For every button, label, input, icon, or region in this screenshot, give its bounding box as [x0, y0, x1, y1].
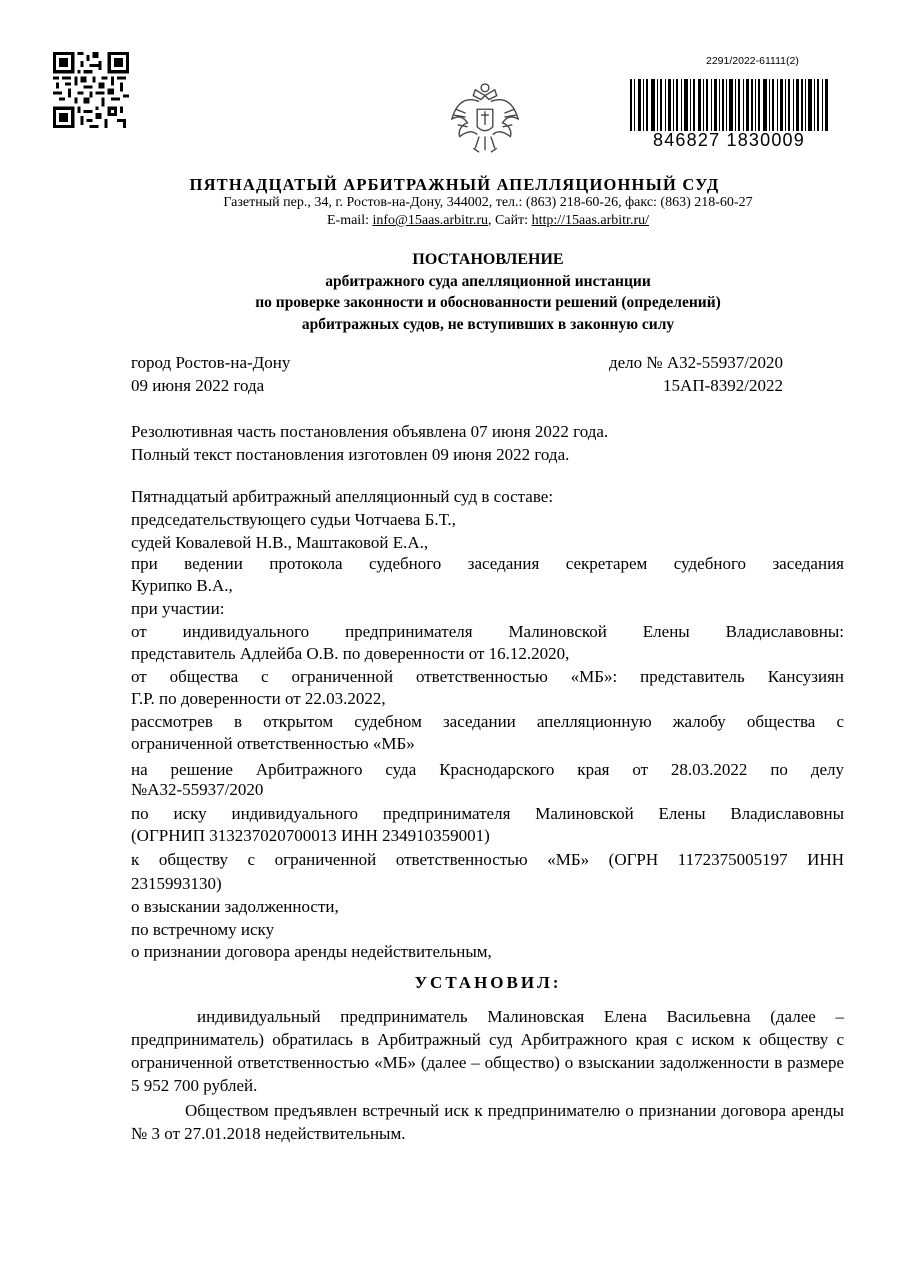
body-line: представитель Адлейба О.В. по доверенности от 16.12.2020,: [131, 644, 570, 663]
body-line: Курипко В.А.,: [131, 576, 233, 595]
appeal-number: 15АП-8392/2022: [663, 376, 783, 395]
email-prefix: E-mail:: [326, 213, 373, 228]
barcode-icon: [630, 79, 828, 131]
barcode-code: 2291/2022-61111(2): [706, 55, 799, 67]
body-line: ограниченной ответственностью «МБ»: [131, 734, 415, 753]
email-link[interactable]: info@15aas.arbitr.ru: [372, 213, 489, 228]
site-prefix: , Сайт:: [488, 213, 532, 228]
body-line: №А32-55937/2020: [131, 780, 264, 799]
document-title: ПОСТАНОВЛЕНИЕ: [412, 251, 564, 268]
body-line: от индивидуального предпринимателя Малиновской Елены Владиславовны:: [131, 622, 844, 641]
body-line: по встречному иску: [131, 920, 275, 939]
body-line: 2315993130): [131, 874, 222, 893]
announce-line-2: Полный текст постановления изготовлен 09 июня 2022 года.: [131, 445, 570, 464]
body-line: Г.Р. по доверенности от 22.03.2022,: [131, 689, 386, 708]
site-link[interactable]: http://15aas.arbitr.ru/: [531, 213, 649, 228]
court-name: ПЯТНАДЦАТЫЙ АРБИТРАЖНЫЙ АПЕЛЛЯЦИОННЫЙ СУД: [189, 175, 720, 194]
body-line: по иску индивидуального предпринимателя Малиновской Елены Владиславовны: [131, 804, 844, 823]
body-line: о взыскании задолженности,: [131, 897, 339, 916]
body-line: рассмотрев в открытом судебном заседании апелляционную жалобу общества с: [131, 712, 844, 731]
qr-code-icon: [53, 52, 129, 128]
announce-line-1: Резолютивная часть постановления объявлена 07 июня 2022 года.: [131, 422, 609, 441]
established-paragraph-1: индивидуальный предприниматель Малиновская Елена Васильевна (далее – предприниматель) обратилась в Арбитражный суд Арбитражного края с иском к обществу с ограниченной ответственностью «МБ» (далее – общество) о взыскании задолженности в размере 5 952 700 рублей.: [131, 1007, 844, 1095]
case-number: дело № А32-55937/2020: [608, 353, 783, 372]
body-line: при участии:: [131, 599, 225, 618]
body-line: от общества с ограниченной ответственностью «МБ»: представитель Кансузиян: [131, 667, 844, 686]
court-contacts: [0, 213, 909, 229]
body-line: председательствующего судьи Чотчаева Б.Т.,: [131, 510, 456, 529]
body-line: (ОГРНИП 313237020700013 ИНН 234910359001): [131, 826, 490, 845]
body-line: к обществу с ограниченной ответственностью «МБ» (ОГРН 1172375005197 ИНН: [131, 850, 844, 869]
body-line: о признании договора аренды недействительным,: [131, 942, 492, 961]
city: город Ростов-на-Дону: [131, 353, 291, 372]
document-subtitle-1: арбитражного суда апелляционной инстанции: [325, 273, 651, 290]
document-subtitle-2: по проверке законности и обоснованности решений (определений): [255, 294, 721, 311]
body-line: на решение Арбитражного суда Краснодарского края от 28.03.2022 по делу: [131, 760, 844, 779]
document-date: 09 июня 2022 года: [131, 376, 265, 395]
document-subtitle-3: арбитражных судов, не вступивших в законную силу: [301, 316, 675, 333]
court-address: Газетный пер., 34, г. Ростов-на-Дону, 344002, тел.: (863) 218-60-26, факс: (863) 218-60-27: [223, 195, 753, 210]
body-line: при ведении протокола судебного заседания секретарем судебного заседания: [131, 554, 844, 573]
body-line: Пятнадцатый арбитражный апелляционный суд в составе:: [131, 487, 554, 506]
barcode-digits: 846827 1830009: [653, 130, 805, 150]
coat-of-arms-emblem-icon: [446, 80, 524, 158]
established-heading: УСТАНОВИЛ:: [414, 973, 562, 992]
body-line: судей Ковалевой Н.В., Маштаковой Е.А.,: [131, 533, 429, 552]
established-paragraph-2: Обществом предъявлен встречный иск к предпринимателю о признании договора аренды № 3 от 27.01.2018 недействительным.: [131, 1101, 844, 1143]
